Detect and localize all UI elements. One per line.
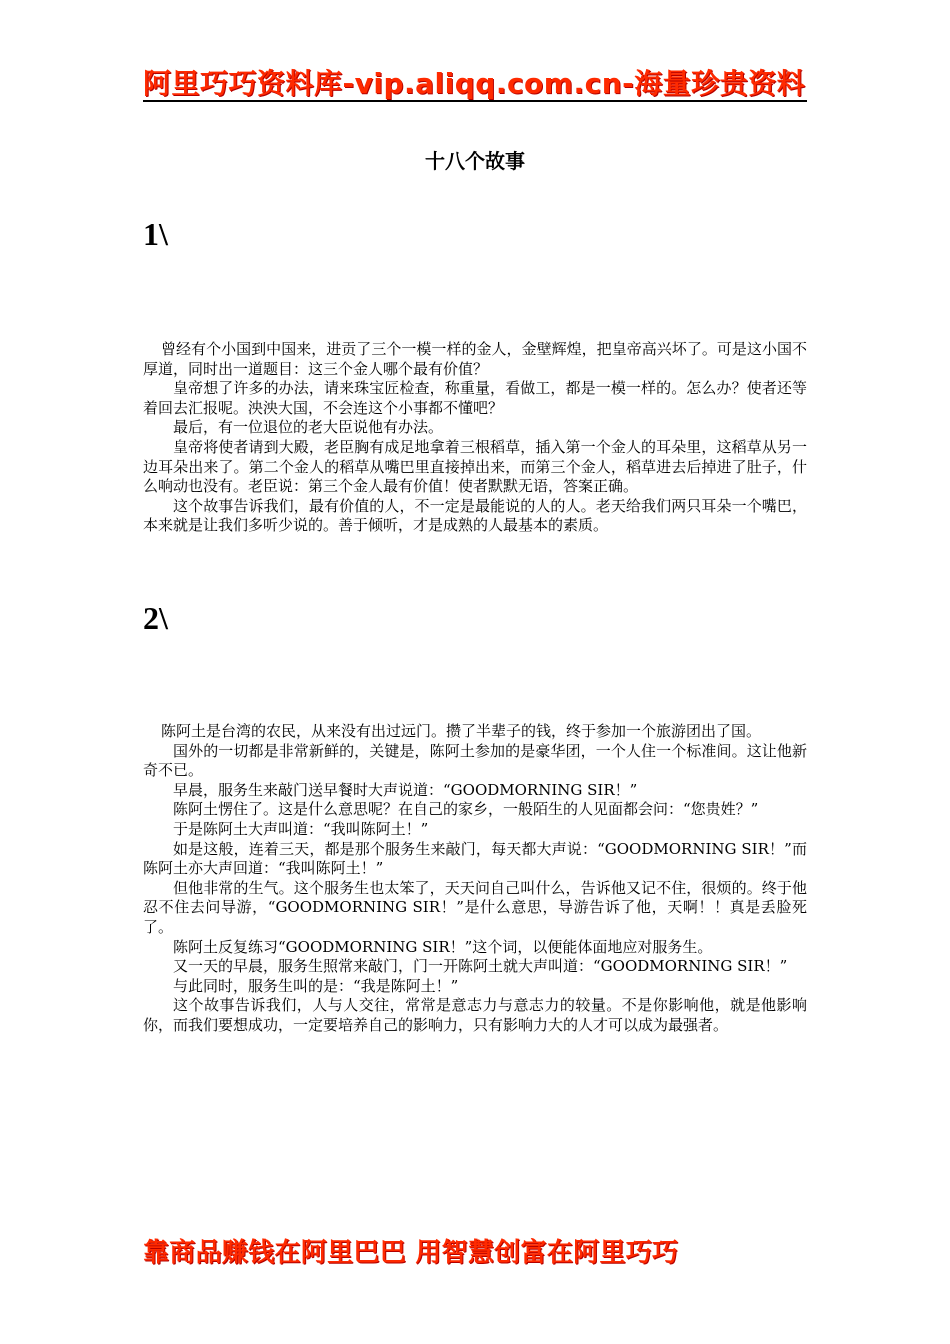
paragraph: 国外的一切都是非常新鲜的，关键是，陈阿土参加的是豪华团，一个人住一个标准间。这让他新奇不已。 — [143, 741, 807, 780]
paragraph: 陈阿土愣住了。这是什么意思呢？在自己的家乡，一般陌生的人见面都会问：“您贵姓？” — [173, 800, 759, 819]
paragraph: 陈阿土是台湾的农民，从来没有出过远门。攒了半辈子的钱，终于参加一个旅游团出了国。 — [161, 722, 762, 740]
section-2-body — [143, 722, 807, 1036]
paragraph: 这个故事告诉我们，最有价值的人，不一定是最能说的人的人。老天给我们两只耳朵一个嘴巴，本来就是让我们多听少说的。善于倾听，才是成熟的人最基本的素质。 — [143, 496, 807, 535]
paragraph: 陈阿土反复练习“GOODMORNING SIR！”这个词，以便能体面地应对服务生。 — [173, 937, 713, 956]
section-1-body — [143, 340, 807, 536]
document-title: 十八个故事 — [425, 149, 525, 173]
section-number-2: 2\ — [143, 600, 168, 636]
paragraph: 又一天的早晨，服务生照常来敲门，门一开陈阿土就大声叫道：“GOODMORNING SIR！” — [173, 957, 788, 976]
paragraph: 这个故事告诉我们，人与人交往，常常是意志力与意志力的较量。不是你影响他，就是他影响你，而我们要想成功，一定要培养自己的影响力，只有影响力大的人才可以成为最强者。 — [143, 996, 807, 1034]
paragraph: 皇帝想了许多的办法，请来珠宝匠检查，称重量，看做工，都是一模一样的。怎么办？使者还等着回去汇报呢。泱泱大国，不会连这个小事都不懂吧？ — [143, 379, 807, 417]
paragraph: 与此同时，服务生叫的是：“我是陈阿土！” — [173, 976, 459, 995]
paragraph: 于是陈阿土大声叫道：“我叫陈阿土！” — [173, 819, 429, 838]
header-banner: 阿里巧巧资料库-vip.aliqq.com.cn-海量珍贵资料 — [143, 67, 806, 100]
header-divider — [143, 100, 807, 102]
paragraph: 最后，有一位退位的老大臣说他有办法。 — [173, 418, 444, 437]
section-number-1: 1\ — [143, 216, 168, 252]
paragraph: 皇帝将使者请到大殿，老臣胸有成足地拿着三根稻草，插入第一个金人的耳朵里，这稻草从另一边耳朵出来了。第二个金人的稻草从嘴巴里直接掉出来，而第三个金人，稻草进去后掉进了肚子，什么响动也没有。老臣说：第三个金人最有价值！使者默默无语，答案正确。 — [143, 437, 807, 496]
paragraph: 早晨，服务生来敲门送早餐时大声说道：“GOODMORNING SIR！” — [173, 780, 638, 799]
paragraph: 但他非常的生气。这个服务生也太笨了，天天问自己叫什么，告诉他又记不住，很烦的。终于他忍不住去问导游，“GOODMORNING SIR！”是什么意思，导游告诉了他，天啊！！真是丢脸死了。 — [143, 878, 807, 936]
paragraph: 曾经有个小国到中国来，进贡了三个一模一样的金人，金壁辉煌，把皇帝高兴坏了。可是这小国不厚道，同时出一道题目：这三个金人哪个最有价值？ — [143, 340, 807, 378]
footer-banner: 靠商品赚钱在阿里巴巴 用智慧创富在阿里巧巧 — [143, 1238, 679, 1268]
paragraph: 如是这般，连着三天，都是那个服务生来敲门，每天都大声说：“GOODMORNING SIR！”而陈阿土亦大声回道：“我叫陈阿土！” — [143, 839, 807, 878]
